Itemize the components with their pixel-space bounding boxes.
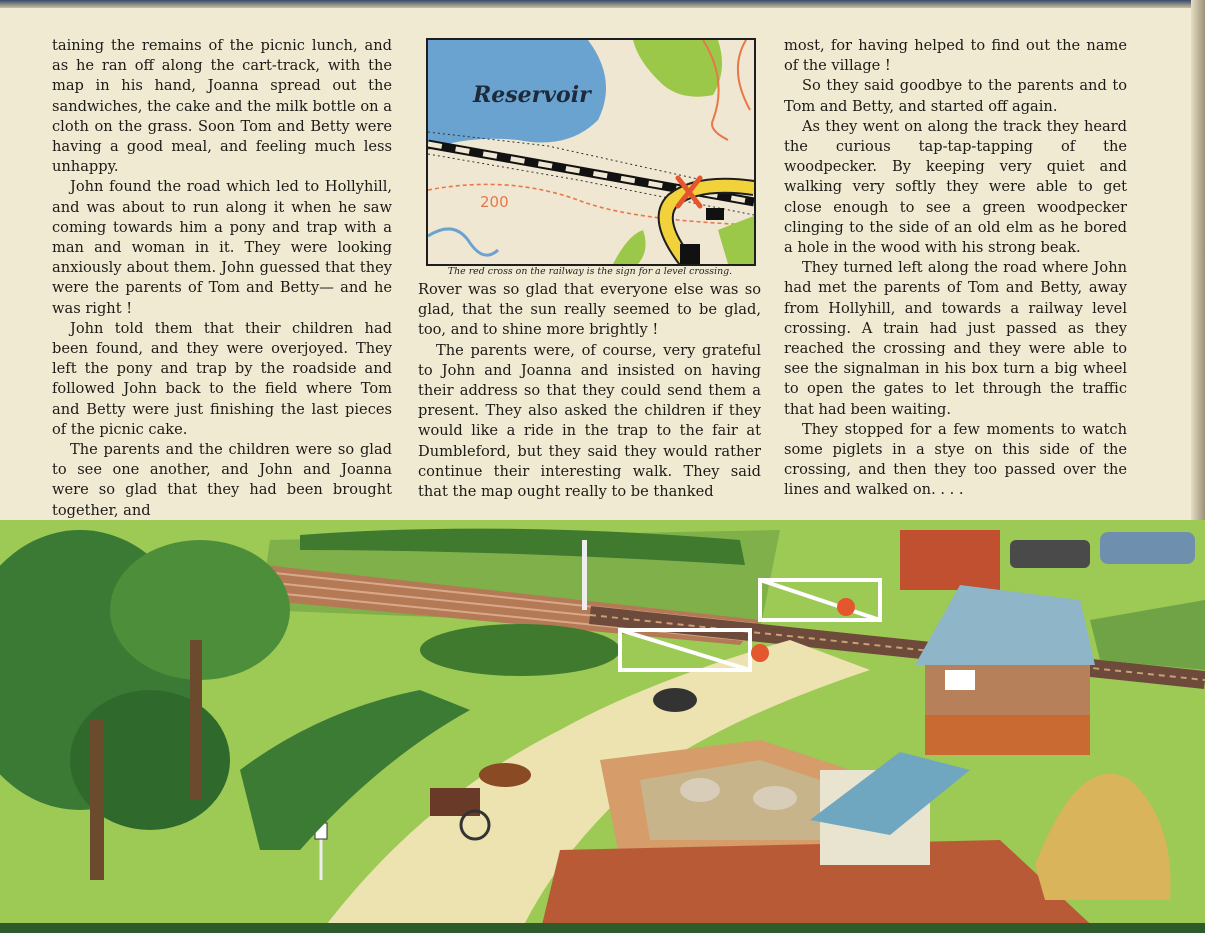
map-drawing: [428, 40, 754, 264]
motorcycle: [653, 688, 697, 712]
signal-post: [582, 540, 587, 610]
page-top-edge: [0, 0, 1205, 8]
paragraph: They turned left along the road where John had met the parents of Tom and Betty, away from Hollyhill, and towards a railway level crossing. A train had just passed as they reached the crossing and they were able to see the signalman in his box turn a big wheel to open the gates to let through the traffic that had been waiting.: [784, 259, 1127, 418]
lorry: [900, 530, 1000, 590]
paragraph: As they went on along the track they heard the curious tap-tap-tapping of the woodpecker. By keeping very quiet and walking very softly they were able to get close enough to see a green woodpecker clinging to the side of an old elm as he bored a hole in the wood with his strong beak.: [784, 117, 1127, 257]
map-reservoir-label: Reservoir: [473, 82, 591, 108]
paragraph: So they said goodbye to the parents and to Tom and Betty, and started off again.: [784, 77, 1127, 115]
paragraph: John told them that their children had been found, and they were overjoyed. They left the pony and trap by the roadside and followed John back to the field where Tom and Betty were just finishing the last pieces of the picnic cake.: [52, 319, 392, 438]
countryside-illustration: [0, 520, 1205, 933]
car: [1100, 532, 1195, 564]
piglet: [680, 778, 720, 802]
text-column-left: [52, 36, 392, 521]
gate-signal: [751, 644, 769, 662]
paragraph: The parents and the children were so glad to see one another, and John and Joanna were so glad that they had been brought together, and: [52, 441, 392, 519]
text-column-middle: [418, 280, 761, 502]
paragraph: They stopped for a few moments to watch some piglets in a stye on this side of the crossing, and then they too passed over the lines and walked on. . . .: [784, 420, 1127, 499]
map-caption: The red cross on the railway is the sign for a level crossing.: [447, 266, 733, 277]
paragraph: John found the road which led to Hollyhill, and was about to run along it when he saw coming towards him a pony and trap with a man and woman in it. They were looking anxiously about them. John guessed that they were the parents of Tom and Betty— and he was right !: [52, 178, 392, 317]
paragraph: most, for having helped to find out the name of the village !: [784, 37, 1127, 75]
piglet: [753, 786, 797, 810]
paragraph: The parents were, of course, very grateful to John and Joanna and insisted on having their address so that they could send them a present. They also asked the children if they would like a ride in the trap to the fair at Dumbleford, but they said they would rather continue their interesting walk. They said that the map ought really to be thanked: [418, 341, 761, 501]
paragraph: Rover was so glad that everyone else was so glad, that the sun really seemed to be glad, too, and to shine more brightly !: [418, 281, 761, 339]
map-contour-label: 200: [480, 193, 509, 211]
text-column-right: [784, 36, 1127, 501]
pony: [479, 763, 531, 787]
map-inset: [426, 38, 756, 266]
car: [1010, 540, 1090, 568]
paragraph: taining the remains of the picnic lunch, and as he ran off along the cart-track, with the map in his hand, Joanna spread out the sandwiches, the cake and the milk bottle on a cloth on the grass. Soon Tom and Betty were having a good meal, and feeling much less unhappy.: [52, 37, 392, 176]
hedge: [420, 624, 620, 676]
illustration-drawing: [0, 520, 1205, 933]
gate-signal: [837, 598, 855, 616]
